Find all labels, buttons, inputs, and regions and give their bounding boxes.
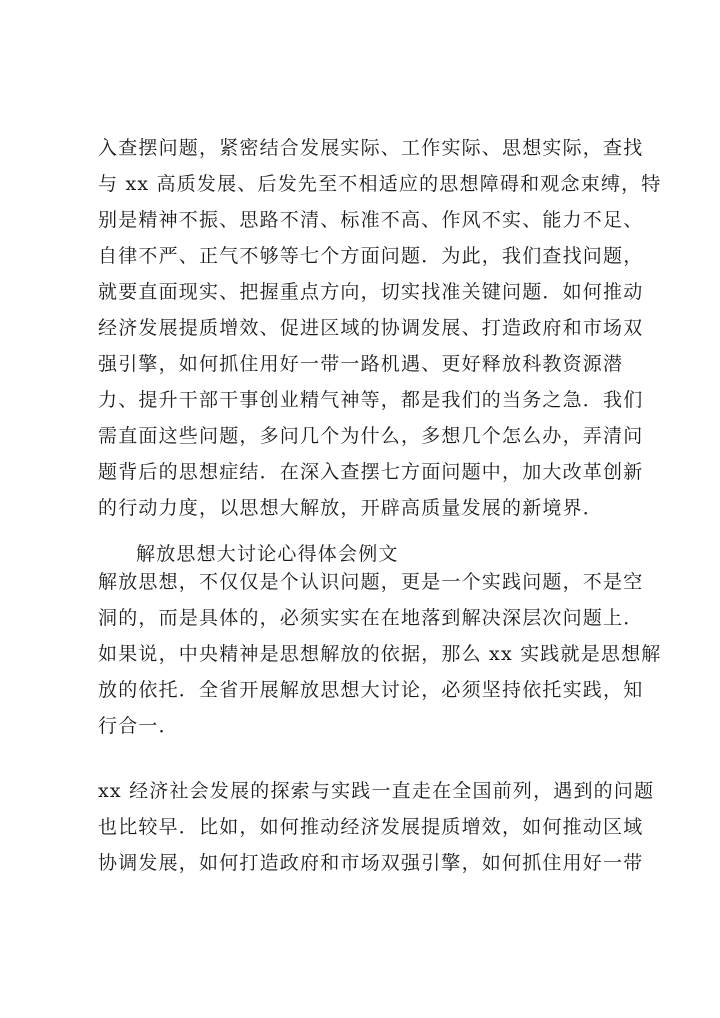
paragraph-1-line-4: 自律不严、正气不够等七个方面问题．为此，我们查找问题， [98, 245, 644, 267]
paragraph-3-line-3: 协调发展，如何打造政府和市场双强引擎，如何抓住用好一带 [98, 852, 644, 874]
paragraph-1-line-8: 力、提升干部干事创业精气神等，都是我们的当务之急．我们 [98, 389, 644, 411]
paragraph-1-line-3: 别是精神不振、思路不清、标准不高、作风不实、能力不足、 [98, 209, 644, 231]
paragraph-1-line-9: 需直面这些问题，多问几个为什么，多想几个怎么办，弄清问 [98, 425, 644, 447]
paragraph-2-line-3: 如果说，中央精神是思想解放的依据，那么 xx 实践就是思想解 [98, 643, 662, 665]
paragraph-2-line-4: 放的依托．全省开展解放思想大讨论，必须坚持依托实践，知 [98, 679, 644, 701]
paragraph-1-line-5: 就要直面现实、把握重点方向，切实找准关键问题．如何推动 [98, 281, 644, 303]
paragraph-1-line-1: 入查摆问题，紧密结合发展实际、工作实际、思想实际，查找 [98, 137, 644, 159]
paragraph-3-line-2: 也比较早．比如，如何推动经济发展提质增效，如何推动区域 [98, 816, 644, 838]
paragraph-1-line-2: 与 xx 高质发展、后发先至不相适应的思想障碍和观念束缚，特 [98, 173, 662, 195]
paragraph-1-line-10: 题背后的思想症结．在深入查摆七方面问题中，加大改革创新 [98, 461, 644, 483]
paragraph-1-line-11: 的行动力度，以思想大解放，开辟高质量发展的新境界． [98, 497, 604, 519]
paragraph-2-line-2: 洞的，而是具体的，必须实实在在地落到解决深层次问题上． [98, 607, 644, 629]
paragraph-1-line-6: 经济发展提质增效、促进区域的协调发展、打造政府和市场双 [98, 317, 644, 339]
paragraph-1-line-7: 强引擎，如何抓住用好一带一路机遇、更好释放科教资源潜 [98, 353, 624, 375]
paragraph-2-line-5: 行合一． [98, 715, 179, 737]
section-heading: 解放思想大讨论心得体会例文 [136, 543, 399, 565]
paragraph-3-line-1: xx 经济社会发展的探索与实践一直走在全国前列，遇到的问题 [98, 780, 655, 802]
paragraph-2-line-1: 解放思想，不仅仅是个认识问题，更是一个实践问题，不是空 [98, 571, 644, 593]
